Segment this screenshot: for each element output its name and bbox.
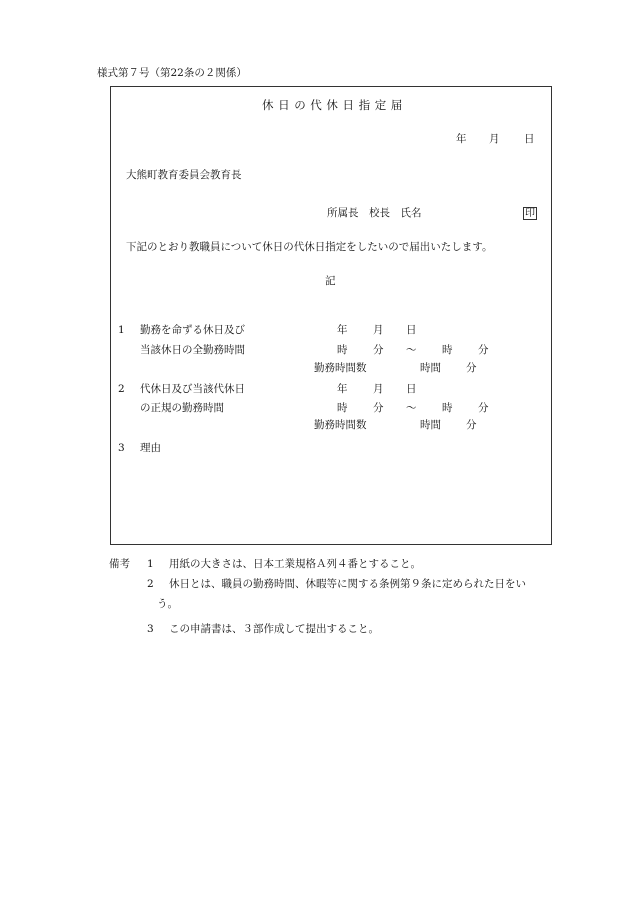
range-tilde: ～ (406, 344, 417, 356)
item-label-line1: 代休日及び当該代休日 (140, 383, 245, 395)
item-number: 1 (118, 324, 125, 336)
seal-mark: 印 (525, 208, 535, 219)
form-border (110, 86, 552, 545)
date-day-label: 日 (524, 133, 535, 145)
date-month-label: 月 (373, 324, 384, 336)
statement-text: 下記のとおり教職員について休日の代休日指定をしたいので届出いたします。 (126, 241, 493, 253)
start-hour-label: 時 (337, 344, 348, 356)
duration-label: 勤務時間数 (314, 419, 367, 431)
date-day-label: 日 (406, 383, 417, 395)
note-number: 1 (147, 558, 154, 570)
note-text: この申請書は、３部作成して提出すること。 (169, 623, 379, 635)
start-hour-label: 時 (337, 402, 348, 414)
range-tilde: ～ (406, 402, 417, 414)
duration-minutes-label: 分 (466, 362, 477, 374)
note-text-continuation: う。 (157, 598, 178, 610)
start-minute-label: 分 (373, 344, 384, 356)
date-month-label: 月 (489, 133, 500, 145)
ki-heading: 記 (325, 275, 336, 287)
applicant-name-label: 所属長 校長 氏名 (327, 207, 422, 219)
note-number: 2 (147, 578, 154, 590)
end-minute-label: 分 (478, 402, 489, 414)
date-day-label: 日 (406, 324, 417, 336)
item-number: 3 (118, 442, 125, 454)
date-year-label: 年 (337, 383, 348, 395)
item-label-line2: 当該休日の全勤務時間 (140, 344, 245, 356)
note-number: 3 (147, 623, 154, 635)
end-minute-label: 分 (478, 344, 489, 356)
note-text: 休日とは、職員の勤務時間、休暇等に関する条例第９条に定められた日をい (169, 578, 526, 590)
end-hour-label: 時 (442, 402, 453, 414)
end-hour-label: 時 (442, 344, 453, 356)
date-month-label: 月 (373, 383, 384, 395)
form-title: 休日の代休日指定届 (262, 98, 407, 112)
item-number: 2 (118, 383, 125, 395)
form-number-label: 様式第７号（第22条の２関係） (97, 67, 247, 79)
duration-minutes-label: 分 (466, 419, 477, 431)
date-year-label: 年 (337, 324, 348, 336)
reason-label: 理由 (140, 442, 161, 454)
duration-label: 勤務時間数 (314, 362, 367, 374)
item-label-line2: の正規の勤務時間 (140, 402, 224, 414)
notes-label: 備考 (109, 558, 130, 570)
date-year-label: 年 (456, 133, 467, 145)
note-text: 用紙の大きさは、日本工業規格Ａ列４番とすること。 (169, 558, 421, 570)
duration-hours-label: 時間 (420, 362, 441, 374)
addressee: 大熊町教育委員会教育長 (126, 169, 242, 181)
duration-hours-label: 時間 (420, 419, 441, 431)
item-label-line1: 勤務を命ずる休日及び (140, 324, 245, 336)
start-minute-label: 分 (373, 402, 384, 414)
